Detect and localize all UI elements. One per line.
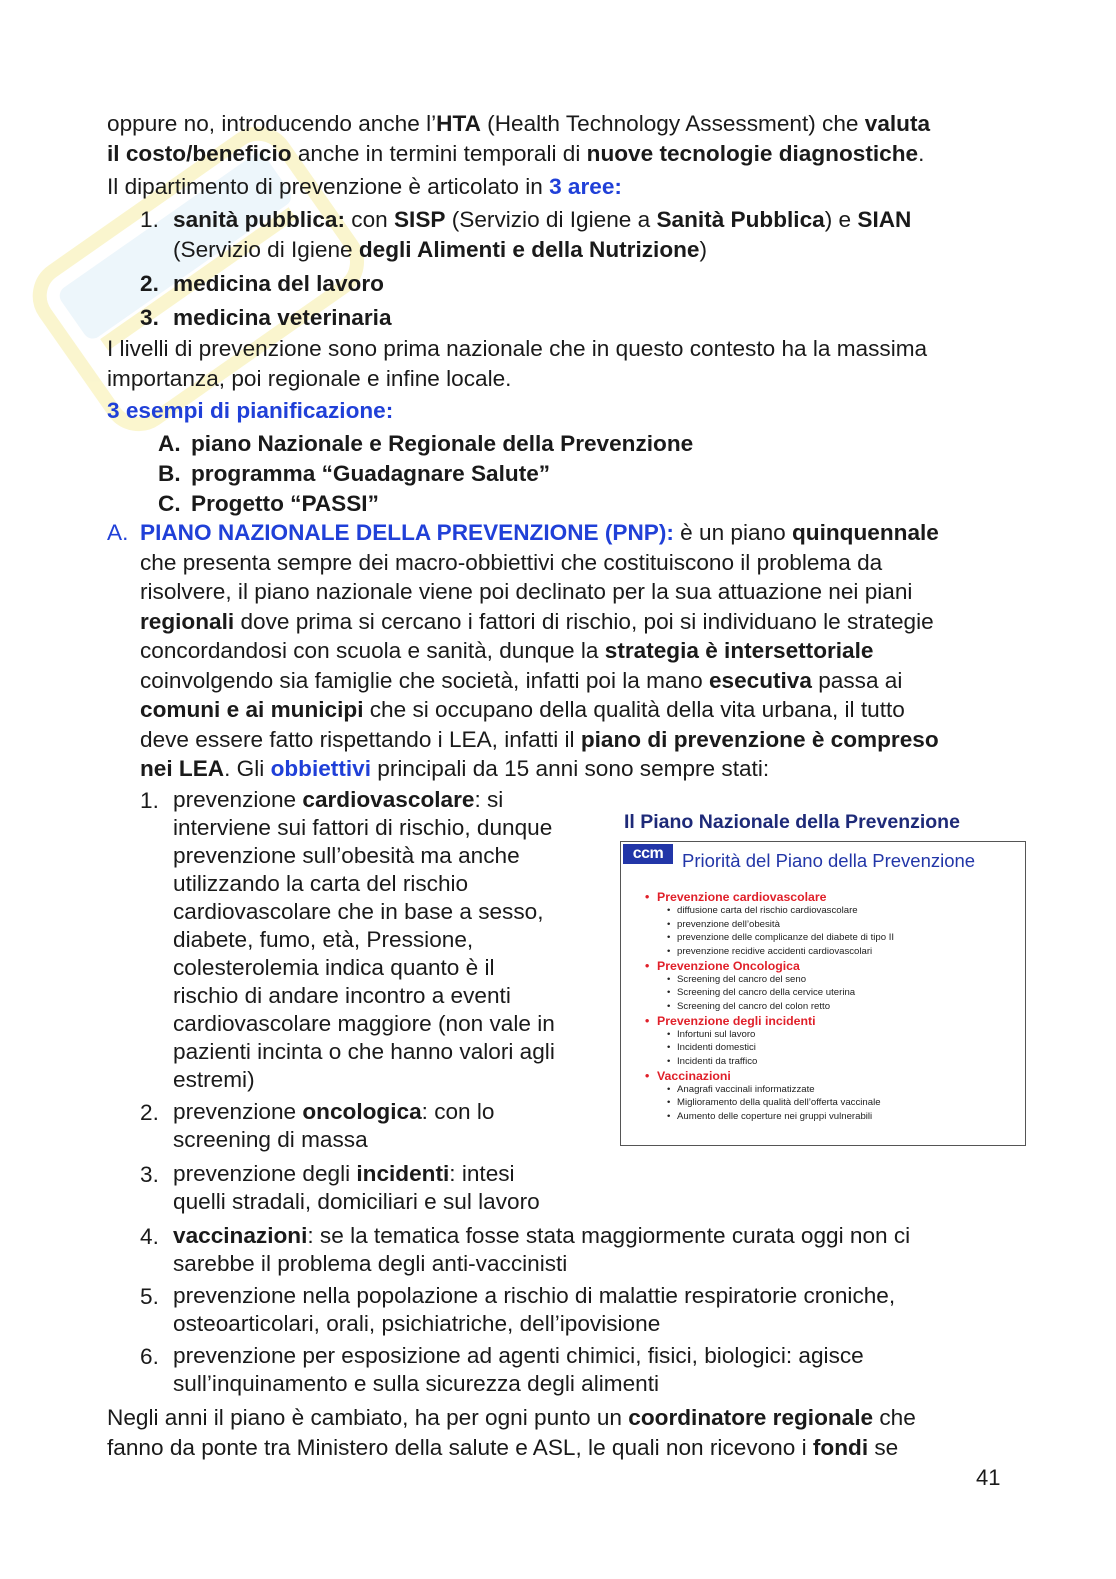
paragraph-dipartimento: Il dipartimento di prevenzione è articolato in 3 aree: — [107, 174, 622, 199]
paragraph-final: Negli anni il piano è cambiato, ha per ogni punto un coordinatore regionale che fanno da ponte tra Ministero della salute e ASL, le quali non ricevono i fondi se — [107, 1405, 916, 1460]
priority-item: • Screening del cancro del colon retto — [641, 1000, 1021, 1014]
figure-slide — [620, 841, 1026, 1146]
page-number: 41 — [976, 1465, 1001, 1490]
priority-category: • Prevenzione cardiovascolare — [641, 890, 1021, 904]
priority-item: • Screening del cancro del seno — [641, 973, 1021, 987]
priority-item: • Screening del cancro della cervice uterina — [641, 986, 1021, 1000]
figure-priority-list — [641, 890, 1021, 1124]
priority-item: • Incidenti da traffico — [641, 1055, 1021, 1069]
priority-item: • prevenzione recidive accidenti cardiovascolari — [641, 945, 1021, 959]
figure-title: Il Piano Nazionale della Prevenzione — [624, 811, 960, 833]
priority-item: • Miglioramento della qualità dell’offerta vaccinale — [641, 1096, 1021, 1110]
figure-subtitle: Priorità del Piano della Prevenzione — [682, 850, 976, 871]
priority-category: • Prevenzione degli incidenti — [641, 1014, 1021, 1028]
priority-item: • Anagrafi vaccinali informatizzate — [641, 1083, 1021, 1097]
priority-item: • prevenzione delle complicanze del diabete di tipo II — [641, 931, 1021, 945]
document-page: oppure no, introducendo anche l’HTA (Health Technology Assessment) che valuta il costo/beneficio anche in termini temporali di nuove tecnologie diagnostiche. Il dipartimento di prevenzione è articolato in 3 aree: 1. sanità pubblica: con SISP (Servizio di Igiene a Sanità Pubblica) e SIAN (Servizio di Igiene degli Alimenti e della Nutrizione) 2. medicina del lavoro 3. medicina veterinaria I livelli di prevenzione sono prima nazionale che in questo contesto ha la massima importanza, poi regionale e infine locale. 3 esempi di pianificazione: A. piano Nazionale e Regionale della Prevenzione B. programma “Guadagnare Salute” C. Progetto “PASSI” A. PIANO NAZIONALE DELLA PREVENZIONE (PNP): è un piano quinquennale che presenta sempre dei macro-obbiettivi che costituiscono il problema da risolvere, il piano nazionale viene poi declinato per la sua attuazione nei piani regionali dove prima si cercano i fattori di rischio, poi si individuano le strategie concordandosi con scuola e sanità, dunque la strategia è intersettoriale coinvolgendo sia famiglie che società, infatti poi la mano esecutiva passa ai comuni e ai municipi che si occupano della qualità della vita urbana, il tutto deve essere fatto rispettando i LEA, infatti il piano di prevenzione è compreso nei LEA. Gli obbiettivi principali da 15 anni sono sempre stati: 1. prevenzione cardiovascolare: si interviene sui fattori di rischio, dunque prevenzione sull’obesità ma anche utilizzando la carta del rischio cardiovascolare che in base a sesso, diabete, fumo, età, Pressione, colesterolemia indica quanto è il rischio di andare incontro a eventi cardiovascolare maggiore (non vale in pazienti incinta o che hanno valori agli estremi) 2. prevenzione oncologica: con lo screening di massa 3. prevenzione degli incidenti: intesi quelli stradali, domiciliari e sul lavoro 4. vaccinazioni: se la tematica fosse stata maggiormente curata oggi non ci sarebbe il problema degli anti-vaccinisti 5. prevenzione nella popolazione a rischio di malattie respiratorie croniche, osteoarticolari, orali, psichiatriche, dell’ipovisione 6. prevenzione per esposizione ad agenti chimici, fisici, biologici: agisce sull’inquinamento e sulla sicurezza degli alimenti Negli anni il piano è cambiato, ha per ogni punto un coordinatore regionale che fanno da ponte tra Ministero della salute e ASL, le quali non ricevono i fondi se Il Piano Nazionale della Prevenzione ccm Priorità del Piano della Prevenzione • Prevenzione cardiovascolare • diffusione carta del rischio cardiovascolare • prevenzione dell’obesità • prevenzione delle complicanze del diabete di tipo II • prevenzione recidive accidenti cardiovascolari • Prevenzione Oncologica • Screening del cancro del seno • Screening del cancro della cervice uterina • Screening del cancro del colon retto • Prevenzione degli incidenti • Infortuni sul lavoro • Incidenti domestici • Incidenti da traffico • Vaccinazioni • Anagrafi vaccinali informatizzate • Miglioramento della qualità dell’offerta vaccinale • Aumento delle coperture nei gruppi vulnerabili 41 — [0, 0, 1116, 1579]
priority-item: • Infortuni sul lavoro — [641, 1028, 1021, 1042]
paragraph-esempi-heading: 3 esempi di pianificazione: — [107, 398, 394, 423]
priority-item: • prevenzione dell’obesità — [641, 918, 1021, 932]
priority-category: • Prevenzione Oncologica — [641, 959, 1021, 973]
priority-item: • diffusione carta del rischio cardiovascolare — [641, 904, 1021, 918]
paragraph-hta: oppure no, introducendo anche l’HTA (Health Technology Assessment) che valuta il costo/beneficio anche in termini temporali di nuove tecnologie diagnostiche. — [107, 111, 931, 166]
paragraph-livelli: I livelli di prevenzione sono prima nazionale che in questo contesto ha la massima importanza, poi regionale e infine locale. — [107, 336, 928, 391]
priority-item: • Aumento delle coperture nei gruppi vulnerabili — [641, 1110, 1021, 1124]
pnp-priorities-figure — [620, 806, 1026, 1146]
priority-category: • Vaccinazioni — [641, 1069, 1021, 1083]
ccm-logo: ccm — [623, 844, 673, 864]
priority-item: • Incidenti domestici — [641, 1041, 1021, 1055]
